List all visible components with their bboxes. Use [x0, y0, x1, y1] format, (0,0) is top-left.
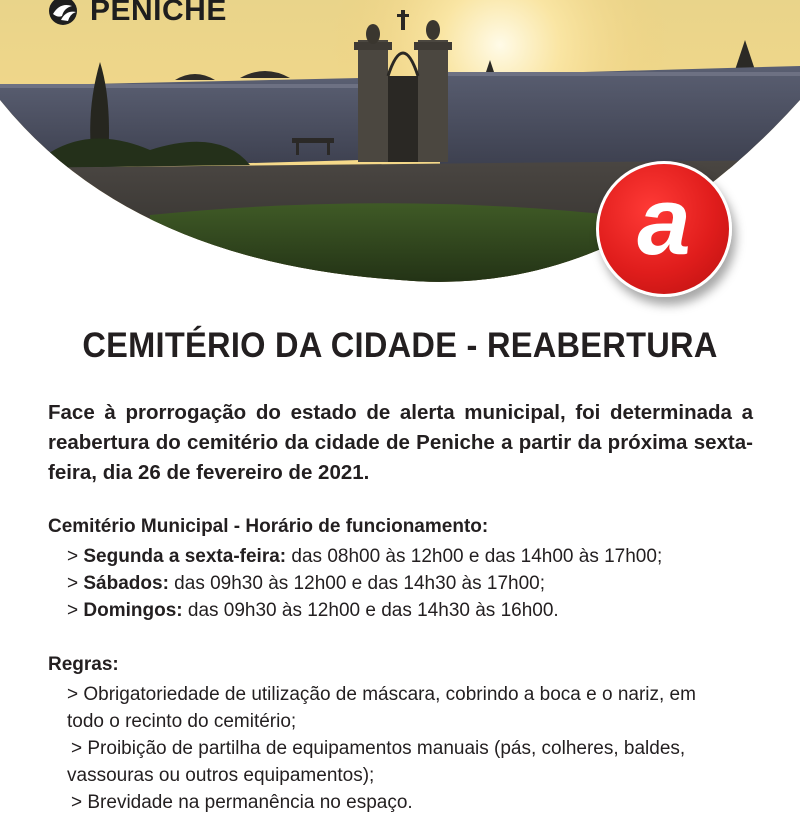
schedule-item-label: Segunda a sexta-feira: — [83, 546, 287, 567]
brand-logo[interactable] — [48, 0, 227, 28]
rule-line: > Obrigatoriedade de utilização de máscara, cobrindo a boca e o nariz, em — [67, 684, 696, 705]
schedule-heading: Cemitério Municipal - Horário de funcionamento: — [48, 516, 489, 537]
rules-heading: Regras: — [48, 654, 119, 675]
peniche-wave-icon — [48, 0, 84, 26]
badge-letter: a — [637, 168, 691, 275]
schedule-item-label: Domingos: — [83, 600, 183, 621]
brand-name: PENICHE — [90, 0, 227, 27]
schedule-item — [67, 543, 662, 570]
intro-paragraph: Face à prorrogação do estado de alerta municipal, foi determinada a reabertura do cemitério da cidade de Peniche a partir da próxima sexta-feira, dia 26 de fevereiro de 2021. — [48, 401, 753, 484]
rule-line: > Brevidade na permanência no espaço. — [71, 792, 413, 813]
schedule-item — [67, 597, 559, 624]
page-title: CEMITÉRIO DA CIDADE - REABERTURA — [82, 326, 718, 365]
schedule-item — [67, 570, 545, 597]
schedule-item-label: Sábados: — [83, 573, 169, 594]
schedule-item-text: das 09h30 às 12h00 e das 14h30 às 17h00; — [168, 573, 546, 594]
agenda-badge-icon — [596, 161, 732, 297]
schedule-item-text: das 09h30 às 12h00 e das 14h30 às 16h00. — [182, 600, 559, 621]
schedule-item-prefix: > — [67, 600, 84, 621]
schedule-item-text: das 08h00 às 12h00 e das 14h00 às 17h00; — [286, 546, 663, 567]
rule-line: > Proibição de partilha de equipamentos manuais (pás, colheres, baldes, — [71, 738, 686, 759]
rule-line: vassouras ou outros equipamentos); — [67, 765, 375, 786]
rule-line: todo o recinto do cemitério; — [67, 711, 297, 732]
schedule-item-prefix: > — [67, 573, 84, 594]
schedule-item-prefix: > — [67, 546, 84, 567]
